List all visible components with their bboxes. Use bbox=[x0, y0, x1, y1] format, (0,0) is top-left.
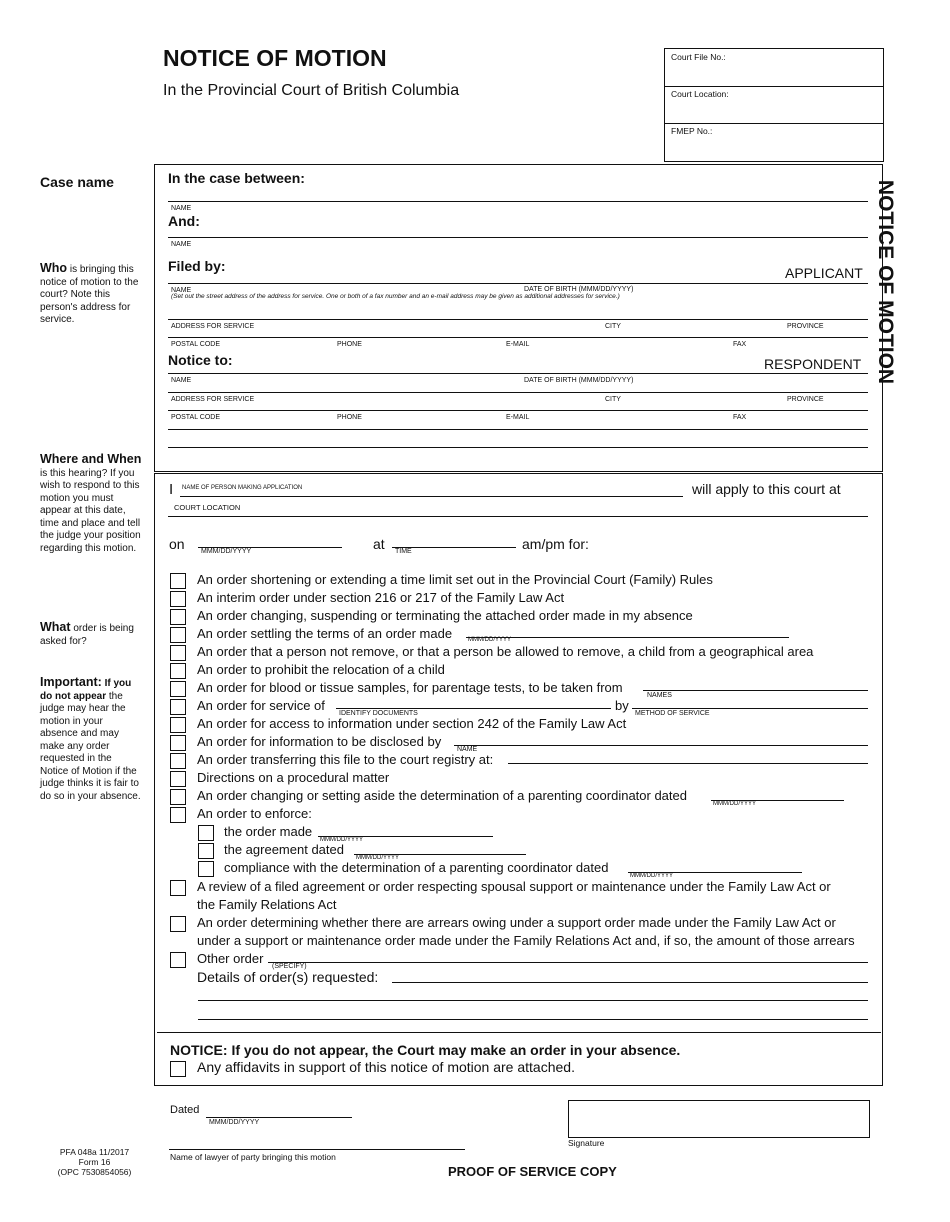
order-text-7: An order for blood or tissue samples, for parentage tests, to be taken from bbox=[197, 680, 623, 695]
address-note: (Set out the street address of the address for service. One or both of a fax number and an e-mail address may be given as additional addresses for service.) bbox=[171, 293, 620, 300]
enforce-checkbox-1[interactable] bbox=[198, 825, 214, 841]
ampm-label: am/pm for: bbox=[522, 536, 589, 552]
name-label: NAME bbox=[171, 205, 192, 212]
person-label: NAME OF PERSON MAKING APPLICATION bbox=[182, 485, 303, 491]
court-location-field[interactable] bbox=[666, 101, 880, 121]
form-id-2: Form 16 bbox=[78, 1157, 111, 1167]
dated-label: Dated bbox=[170, 1104, 200, 1116]
order-text-16a: An order determining whether there are arrears owing under a support order made under the Family Law Act or bbox=[197, 915, 836, 930]
enforce-text-2: the agreement dated bbox=[224, 842, 344, 857]
sidebar-what: What order is being asked for? bbox=[40, 620, 134, 647]
order-text-3: An order changing, suspending or terminating the attached order made in my absence bbox=[197, 608, 693, 623]
name-label: NAME bbox=[171, 241, 192, 248]
filed-by-heading: Filed by: bbox=[168, 258, 226, 274]
order-checkbox-7[interactable] bbox=[170, 681, 186, 697]
identify-docs-label: IDENTIFY DOCUMENTS bbox=[339, 710, 418, 717]
court-location-field[interactable] bbox=[168, 516, 868, 517]
order-checkbox-14[interactable] bbox=[170, 807, 186, 823]
order-text-17: Other order bbox=[197, 951, 264, 966]
by-label: by bbox=[615, 698, 629, 713]
order-text-15a: A review of a filed agreement or order respecting spousal support or maintenance under the Family Law Act or bbox=[197, 879, 831, 894]
lawyer-label: Name of lawyer of party bringing this motion bbox=[170, 1152, 336, 1162]
order-checkbox-4[interactable] bbox=[170, 627, 186, 643]
order-checkbox-16[interactable] bbox=[170, 916, 186, 932]
vertical-title: NOTICE OF MOTION bbox=[874, 179, 897, 385]
affidavits-text: Any affidavits in support of this notice of motion are attached. bbox=[197, 1059, 575, 1075]
order-checkbox-11[interactable] bbox=[170, 753, 186, 769]
order-text-14: An order to enforce: bbox=[197, 806, 312, 821]
name-label: NAME bbox=[171, 377, 192, 384]
notice-divider bbox=[157, 1032, 881, 1033]
order-checkbox-10[interactable] bbox=[170, 735, 186, 751]
date-format-label: MMM/DD/YYYY bbox=[320, 837, 364, 843]
sidebar-important: Important: If you do not appear the judge may hear the motion in your absence and may make any order requested in the Notice of Motion if the judge thinks it is fair to do so in your absence. bbox=[40, 675, 141, 802]
extra-line-1[interactable] bbox=[168, 429, 868, 430]
order-checkbox-5[interactable] bbox=[170, 645, 186, 661]
order-checkbox-9[interactable] bbox=[170, 717, 186, 733]
enforce-checkbox-2[interactable] bbox=[198, 843, 214, 859]
court-location-label: Court Location: bbox=[671, 89, 729, 99]
fmep-label: FMEP No.: bbox=[671, 126, 713, 136]
order-checkbox-2[interactable] bbox=[170, 591, 186, 607]
dob-label: DATE OF BIRTH (MMM/DD/YYYY) bbox=[524, 286, 634, 293]
sidebar-case-name: Case name bbox=[40, 174, 114, 190]
province-label: PROVINCE bbox=[787, 323, 824, 330]
affidavits-checkbox[interactable] bbox=[170, 1061, 186, 1077]
court-location-text: COURT LOCATION bbox=[174, 503, 241, 512]
date-format-label: MMM/DD/YYYY bbox=[356, 855, 400, 861]
respondent-name-field[interactable] bbox=[168, 373, 868, 374]
date-format-label: MMM/DD/YYYY bbox=[468, 637, 512, 643]
order-checkbox-17[interactable] bbox=[170, 952, 186, 968]
order-checkbox-8[interactable] bbox=[170, 699, 186, 715]
parties-box bbox=[154, 164, 883, 472]
at-label: at bbox=[373, 536, 385, 552]
order-text-10: An order for information to be disclosed by bbox=[197, 734, 442, 749]
order-text-15b: the Family Relations Act bbox=[197, 897, 337, 912]
details-label: Details of order(s) requested: bbox=[197, 969, 379, 985]
form-id-1: PFA 048a 11/2017 bbox=[59, 1147, 130, 1157]
order-checkbox-12[interactable] bbox=[170, 771, 186, 787]
case-between-heading: In the case between: bbox=[168, 170, 305, 186]
page-subtitle: In the Provincial Court of British Columbia bbox=[163, 82, 460, 99]
name-label: NAME bbox=[171, 287, 192, 294]
city-label: CITY bbox=[605, 396, 621, 403]
fax-label: FAX bbox=[733, 341, 747, 348]
lawyer-name-field[interactable] bbox=[169, 1149, 465, 1150]
notice-to-heading: Notice to: bbox=[168, 352, 233, 368]
applicant-name-field[interactable] bbox=[168, 283, 868, 284]
page-title: NOTICE OF MOTION bbox=[163, 45, 387, 71]
respondent-label: RESPONDENT bbox=[764, 356, 862, 372]
identify-docs-field[interactable] bbox=[336, 708, 611, 709]
order-text-11: An order transferring this file to the court registry at: bbox=[197, 752, 494, 767]
proof-of-service: PROOF OF SERVICE COPY bbox=[448, 1164, 617, 1179]
order-text-9: An order for access to information under section 242 of the Family Law Act bbox=[197, 716, 627, 731]
phone-label: PHONE bbox=[337, 341, 362, 348]
enforce-text-1: the order made bbox=[224, 824, 313, 839]
names-label: NAMES bbox=[647, 692, 672, 699]
order-checkbox-1[interactable] bbox=[170, 573, 186, 589]
party2-name-field[interactable] bbox=[168, 237, 868, 238]
notice-text: NOTICE: If you do not appear, the Court may make an order in your absence. bbox=[170, 1042, 681, 1058]
dob-label: DATE OF BIRTH (MMM/DD/YYYY) bbox=[524, 377, 634, 384]
date-format-label: MMM/DD/YYYY bbox=[630, 873, 674, 879]
order-text-1: An order shortening or extending a time limit set out in the Provincial Court (Family) Rules bbox=[197, 572, 713, 587]
person-name-field[interactable] bbox=[180, 496, 683, 497]
specify-label: (SPECIFY) bbox=[272, 963, 307, 970]
address-label: ADDRESS FOR SERVICE bbox=[171, 323, 255, 330]
will-apply-text: will apply to this court at bbox=[692, 481, 841, 497]
order-text-13: An order changing or setting aside the determination of a parenting coordinator dated bbox=[197, 788, 687, 803]
dated-field[interactable] bbox=[206, 1117, 352, 1118]
order-checkbox-15[interactable] bbox=[170, 880, 186, 896]
order-text-5: An order that a person not remove, or that a person be allowed to remove, a child from a geographical area bbox=[197, 644, 814, 659]
extra-line-2[interactable] bbox=[168, 447, 868, 448]
form-id bbox=[52, 1147, 137, 1177]
postal-label: POSTAL CODE bbox=[171, 414, 221, 421]
registry-field[interactable] bbox=[508, 763, 868, 764]
court-file-label: Court File No.: bbox=[671, 52, 726, 62]
order-text-16b: under a support or maintenance order made under the Family Relations Act and, if so, the amount of those arrears bbox=[197, 933, 855, 948]
email-label: E-MAIL bbox=[506, 341, 530, 348]
form-id-3: (OPC 7530854056) bbox=[57, 1167, 132, 1177]
and-heading: And: bbox=[168, 213, 200, 229]
fax-label: FAX bbox=[733, 414, 747, 421]
applicant-address-field[interactable] bbox=[168, 319, 868, 320]
order-text-4: An order settling the terms of an order made bbox=[197, 626, 453, 641]
other-order-field[interactable] bbox=[268, 962, 868, 963]
respondent-address-field[interactable] bbox=[168, 392, 868, 393]
enforce-text-3: compliance with the determination of a parenting coordinator dated bbox=[224, 860, 609, 875]
signature-box[interactable] bbox=[568, 1100, 870, 1138]
date-format-label: MMM/DD/YYYY bbox=[713, 801, 757, 807]
order-text-8: An order for service of bbox=[197, 698, 325, 713]
applicant-contact-field[interactable] bbox=[168, 337, 868, 338]
phone-label: PHONE bbox=[337, 414, 362, 421]
order-checkbox-3[interactable] bbox=[170, 609, 186, 625]
address-label: ADDRESS FOR SERVICE bbox=[171, 396, 255, 403]
city-label: CITY bbox=[605, 323, 621, 330]
party1-name-field[interactable] bbox=[168, 201, 868, 202]
order-checkbox-13[interactable] bbox=[170, 789, 186, 805]
method-label: METHOD OF SERVICE bbox=[635, 710, 710, 717]
order-checkbox-6[interactable] bbox=[170, 663, 186, 679]
court-file-field[interactable] bbox=[666, 64, 880, 84]
details-field-1[interactable] bbox=[392, 982, 868, 983]
sidebar-where: Where and When is this hearing? If you wish to respond to this motion you must appear at this date, time and place and tell the judge your position regarding this motion. bbox=[40, 452, 142, 554]
method-field[interactable] bbox=[632, 708, 868, 709]
details-field-3[interactable] bbox=[198, 1019, 868, 1020]
details-field-2[interactable] bbox=[198, 1000, 868, 1001]
order-text-2: An interim order under section 216 or 217 of the Family Law Act bbox=[197, 590, 565, 605]
date-format-label: MMM/DD/YYYY bbox=[201, 548, 252, 555]
fmep-field[interactable] bbox=[666, 138, 880, 158]
province-label: PROVINCE bbox=[787, 396, 824, 403]
enforce-checkbox-3[interactable] bbox=[198, 861, 214, 877]
date-format-label: MMM/DD/YYYY bbox=[209, 1119, 260, 1126]
applicant-label: APPLICANT bbox=[785, 265, 863, 281]
email-label: E-MAIL bbox=[506, 414, 530, 421]
order-made-date-field[interactable] bbox=[466, 637, 789, 638]
names-field[interactable] bbox=[643, 690, 868, 691]
order-text-12: Directions on a procedural matter bbox=[197, 770, 390, 785]
postal-label: POSTAL CODE bbox=[171, 341, 221, 348]
i-label: I bbox=[169, 481, 174, 498]
sidebar-who: Who is bringing this notice of motion to the court? Note this person's address for service. bbox=[40, 261, 139, 325]
signature-label: Signature bbox=[568, 1138, 605, 1148]
respondent-contact-field[interactable] bbox=[168, 410, 868, 411]
name-label: NAME bbox=[457, 746, 478, 753]
time-label: TIME bbox=[395, 548, 412, 555]
on-label: on bbox=[169, 536, 185, 552]
order-text-6: An order to prohibit the relocation of a child bbox=[197, 662, 445, 677]
disclose-name-field[interactable] bbox=[454, 745, 868, 746]
